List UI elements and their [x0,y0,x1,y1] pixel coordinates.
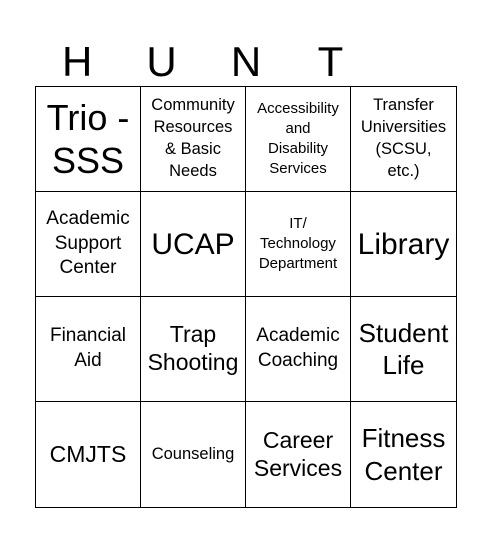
bingo-cell-7[interactable] [246,192,351,297]
cell-label: Student Life [358,317,449,380]
cell-label: Trap Shooting [147,321,239,375]
bingo-cell-8[interactable] [351,192,456,297]
header-letter-h: H [62,38,93,85]
cell-label: Transfer Universities (SCSU, etc.) [360,96,447,180]
cell-label: Financial Aid [49,325,127,371]
cell-label: Accessibility and Disability Services [257,99,339,178]
bingo-cell-11[interactable] [246,297,351,402]
cell-label: Trio - SSS [46,96,130,181]
bingo-header [35,38,457,86]
header-letter-n: N [230,38,262,85]
bingo-cell-16[interactable] [351,402,456,507]
cell-label: Academic Support Center [46,207,130,279]
bingo-cell-15[interactable] [246,402,351,507]
header-letter-u: U [146,38,177,85]
bingo-cell-2[interactable] [141,87,246,192]
cell-label: Community Resources & Basic Needs [151,96,235,180]
cell-label: CMJTS [49,440,127,467]
cell-label: Counseling [151,444,235,463]
bingo-board [35,86,457,508]
bingo-cell-1[interactable] [36,87,141,192]
bingo-cell-10[interactable] [141,297,246,402]
cell-label: Career Services [253,426,343,481]
bingo-cell-14[interactable] [141,402,246,507]
cell-label: IT/ Technology Department [258,214,338,273]
cell-label: Academic Coaching [256,325,340,371]
bingo-cell-13[interactable] [36,402,141,507]
cell-label: Fitness Center [361,423,446,486]
bingo-cell-12[interactable] [351,297,456,402]
cell-label: UCAP [151,227,235,261]
bingo-cell-4[interactable] [351,87,456,192]
bingo-cell-9[interactable] [36,297,141,402]
bingo-cell-5[interactable] [36,192,141,297]
header-letter-t: T [317,38,344,85]
bingo-cell-3[interactable] [246,87,351,192]
cell-label: Library [357,227,450,261]
bingo-cell-6[interactable] [141,192,246,297]
